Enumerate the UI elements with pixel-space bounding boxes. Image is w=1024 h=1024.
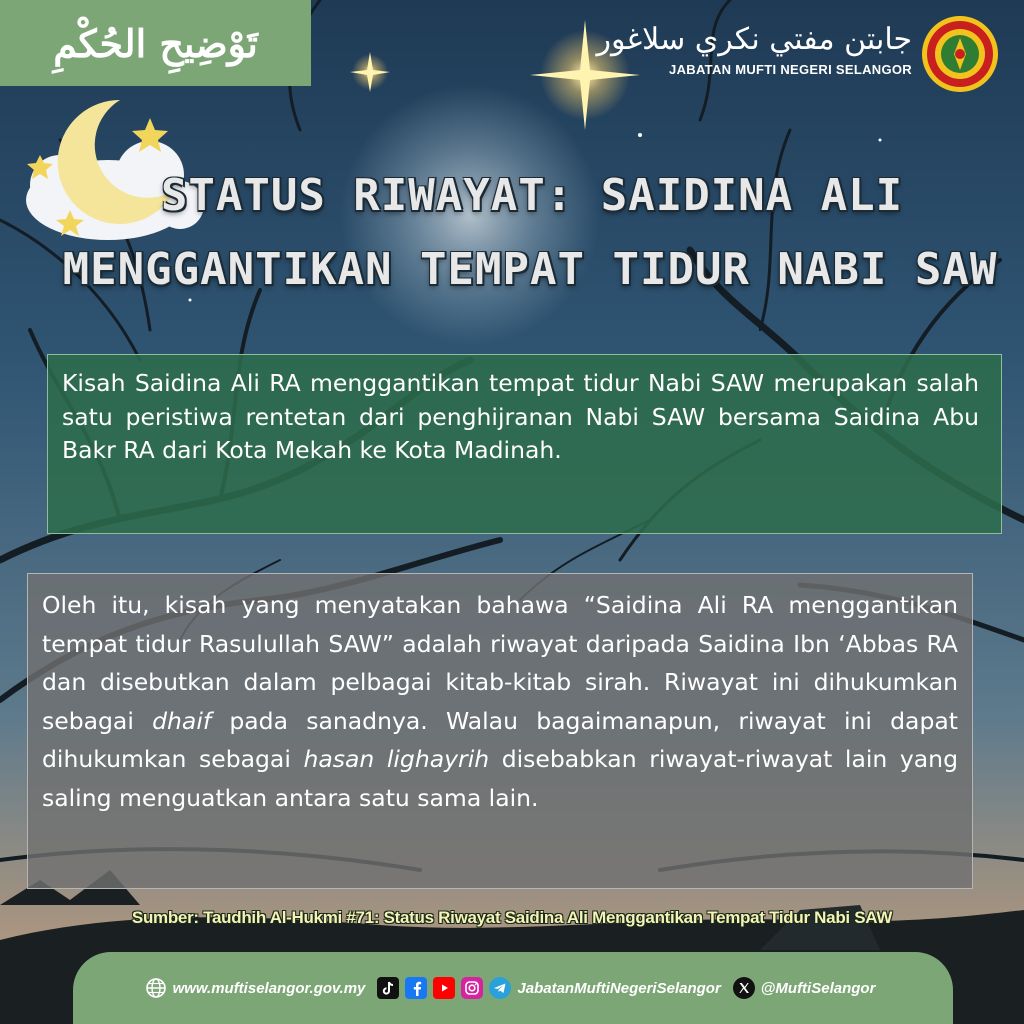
- footer-bar: [73, 952, 953, 1024]
- intro-paragraph-box: [47, 354, 1002, 534]
- arabic-heading-text: تَوْضِيحِ الحُكْمِ: [53, 20, 258, 66]
- explanation-paragraph-box: [27, 573, 973, 889]
- title-line-1: STATUS RIWAYAT: SAIDINA ALI: [160, 170, 904, 221]
- website-link[interactable]: www.muftiselangor.gov.my: [172, 979, 366, 997]
- title-line-2: MENGGANTIKAN TEMPAT TIDUR NABI SAW: [62, 244, 998, 295]
- selangor-seal-icon: [920, 14, 1000, 94]
- intro-paragraph-text: Kisah Saidina Ali RA menggantikan tempat tidur Nabi SAW merupakan salah satu peristiwa rentetan dari penghijranan Nabi SAW bersama Saidina Abu Bakr RA dari Kota Mekah ke Kota Madinah.: [62, 369, 979, 464]
- instagram-icon[interactable]: [461, 977, 483, 999]
- department-logo: [597, 18, 913, 77]
- logo-latin-text: JABATAN MUFTI NEGERI SELANGOR: [669, 62, 912, 77]
- youtube-icon[interactable]: [433, 977, 455, 999]
- social-handle-text[interactable]: JabatanMuftiNegeriSelangor: [517, 979, 721, 997]
- logo-arabic-text: جابتن مفتي نكري سلاغور: [596, 22, 912, 57]
- term-hasan-lighayrih: hasan lighayrih: [303, 745, 490, 773]
- facebook-icon[interactable]: [405, 977, 427, 999]
- explanation-text-part2: pada sanadnya. Walau bagaimanapun, riwayat ini dapat dihukumkan sebagai: [42, 706, 958, 773]
- x-handle-text[interactable]: @MuftiSelangor: [760, 979, 876, 997]
- telegram-icon[interactable]: [489, 977, 511, 999]
- explanation-text-part3: disebabkan riwayat-riwayat lain yang saling menguatkan antara satu sama lain.: [42, 745, 958, 812]
- term-dhaif: dhaif: [152, 706, 212, 735]
- x-icon[interactable]: [733, 977, 755, 999]
- arabic-heading-banner: [0, 0, 311, 86]
- globe-icon: [145, 977, 167, 999]
- source-citation: Sumber: Taudhih Al-Hukmi #71: Status Riwayat Saidina Ali Menggantikan Tempat Tidur Nabi SAW: [131, 908, 893, 927]
- tiktok-icon[interactable]: [377, 977, 399, 999]
- explanation-text-part1: Oleh itu, kisah yang menyatakan bahawa “Saidina Ali RA menggantikan tempat tidur Rasulullah SAW” adalah riwayat daripada Saidina Ibn ‘Abbas RA dan disebutkan dalam pelbagai kitab-kitab sirah. Riwayat ini dihukumkan sebagai: [42, 591, 958, 735]
